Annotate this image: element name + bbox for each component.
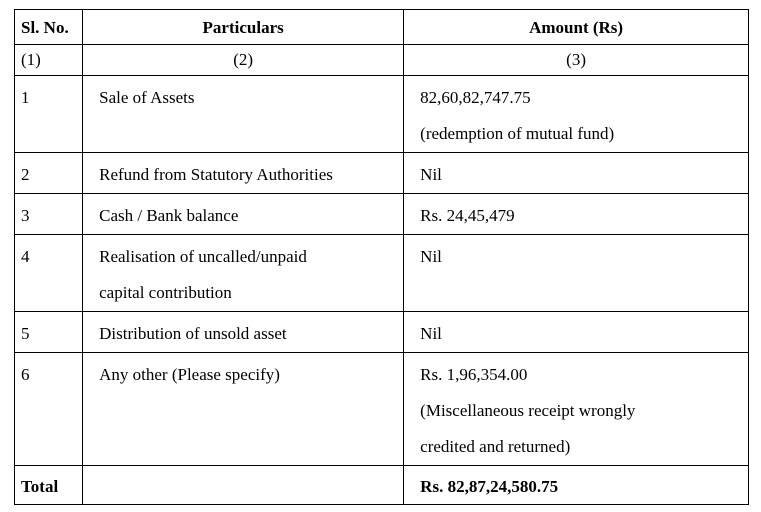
total-amount: Rs. 82,87,24,580.75 — [404, 466, 749, 505]
row-sl-no: 3 — [15, 194, 83, 235]
row-amount — [404, 153, 749, 194]
header-amount: Amount (Rs) — [404, 10, 749, 45]
amount-line: Rs. 24,45,479 — [420, 206, 515, 225]
amount-note-line: (redemption of mutual fund) — [420, 124, 615, 143]
amount-line: Nil — [420, 247, 442, 266]
table-row — [15, 76, 749, 153]
row-sl-no: 4 — [15, 235, 83, 312]
row-amount — [404, 235, 749, 312]
header-sl-no: Sl. No. — [15, 10, 83, 45]
table-row — [15, 312, 749, 353]
particulars-line: Any other (Please specify) — [99, 365, 280, 384]
table-row — [15, 353, 749, 466]
index-row — [15, 45, 749, 76]
amount-line: Nil — [420, 324, 442, 343]
particulars-line: Cash / Bank balance — [99, 206, 239, 225]
particulars-line: Sale of Assets — [99, 88, 195, 107]
total-particulars — [83, 466, 404, 505]
amount-note-line: (Miscellaneous receipt wrongly — [420, 401, 636, 420]
total-row — [15, 466, 749, 505]
particulars-line: Distribution of unsold asset — [99, 324, 287, 343]
row-sl-no: 6 — [15, 353, 83, 466]
amount-line: Nil — [420, 165, 442, 184]
amount-line: Rs. 1,96,354.00 — [420, 365, 528, 384]
index-col2: (2) — [83, 45, 404, 76]
row-sl-no: 2 — [15, 153, 83, 194]
amount-note-line: credited and returned) — [420, 437, 571, 456]
row-amount — [404, 194, 749, 235]
table-row — [15, 153, 749, 194]
row-particulars — [83, 235, 404, 312]
row-particulars — [83, 76, 404, 153]
table-row — [15, 235, 749, 312]
row-sl-no: 1 — [15, 76, 83, 153]
header-row — [15, 10, 749, 45]
index-col1: (1) — [15, 45, 83, 76]
row-amount — [404, 76, 749, 153]
row-sl-no: 5 — [15, 312, 83, 353]
row-particulars — [83, 312, 404, 353]
particulars-line: Refund from Statutory Authorities — [99, 165, 333, 184]
row-particulars — [83, 194, 404, 235]
row-amount — [404, 312, 749, 353]
amount-line: 82,60,82,747.75 — [420, 88, 531, 107]
particulars-line: Realisation of uncalled/unpaid — [99, 247, 307, 266]
total-label: Total — [15, 466, 83, 505]
row-particulars — [83, 353, 404, 466]
header-particulars: Particulars — [83, 10, 404, 45]
receipts-table — [14, 9, 749, 505]
index-col3: (3) — [404, 45, 749, 76]
row-particulars — [83, 153, 404, 194]
table-row — [15, 194, 749, 235]
row-amount — [404, 353, 749, 466]
particulars-line: capital contribution — [99, 283, 232, 302]
